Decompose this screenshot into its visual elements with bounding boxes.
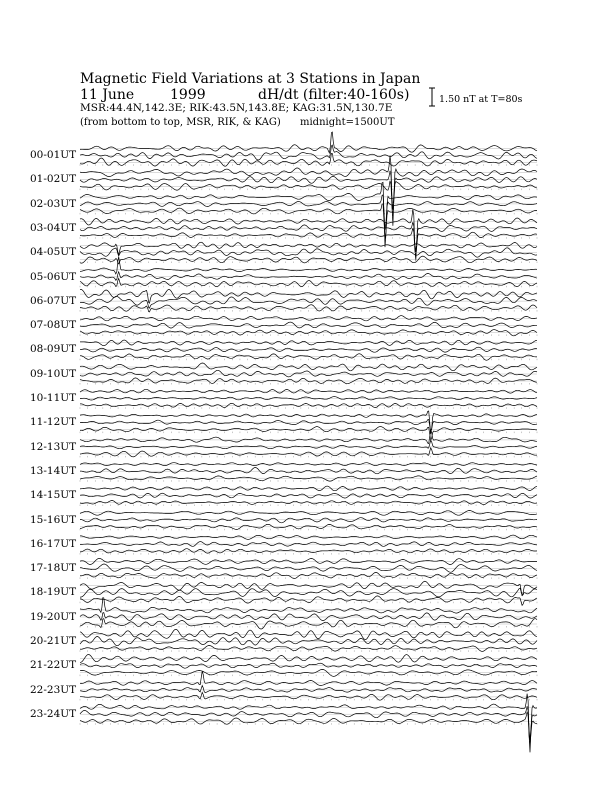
minute-ticks (80, 626, 537, 628)
hour-label: 03-04UT (30, 221, 77, 234)
hour-label: 20-21UT (30, 635, 77, 647)
trace-rik (80, 686, 537, 693)
trace-kag (80, 581, 537, 596)
hour-label: 23-24UT (30, 707, 77, 720)
minute-ticks (80, 334, 537, 336)
minute-ticks (80, 407, 537, 409)
minute-ticks (80, 529, 537, 531)
minute-ticks (80, 383, 537, 385)
minute-ticks (80, 359, 537, 361)
stations-label: MSR:44.4N,142.3E; RIK:43.5N,143.8E; KAG:31.5N,130.7E (80, 102, 393, 114)
trace-msr (80, 549, 537, 553)
trace-msr (80, 427, 537, 441)
hour-label: 09-10UT (30, 367, 77, 380)
minute-ticks (80, 213, 537, 215)
minute-ticks (80, 553, 537, 555)
trace-rik (80, 518, 537, 523)
trace-msr (80, 181, 537, 216)
hour-label: 07-08UT (30, 319, 77, 332)
year-label: 1999 (170, 87, 206, 103)
hour-label: 21-22UT (30, 659, 77, 672)
hour-label: 06-07UT (30, 294, 77, 307)
trace-kag (80, 671, 537, 685)
trace-msr (80, 448, 537, 457)
minute-ticks (80, 602, 537, 604)
hour-label: 01-02UT (30, 173, 77, 186)
hour-label: 13-14UT (30, 464, 77, 477)
trace-msr (80, 228, 537, 257)
trace-kag (80, 598, 537, 613)
trace-rik (80, 420, 537, 433)
filter-label: dH/dt (filter:40-160s) (258, 87, 410, 103)
trace-rik (80, 145, 537, 160)
trace-kag (80, 340, 537, 346)
minute-ticks (80, 456, 537, 458)
hour-label: 12-13UT (30, 440, 77, 453)
minute-ticks (80, 262, 537, 264)
hour-label: 11-12UT (30, 416, 77, 429)
trace-rik (80, 637, 537, 646)
trace-rik (80, 613, 537, 621)
minute-ticks (80, 650, 537, 652)
hour-label: 17-18UT (30, 562, 77, 575)
trace-rik (80, 222, 537, 252)
hour-label: 16-17UT (30, 537, 77, 550)
trace-kag (80, 132, 537, 153)
minute-ticks (80, 505, 537, 507)
hour-label: 18-19UT (30, 586, 77, 599)
hour-label: 02-03UT (30, 197, 77, 210)
trace-msr (80, 278, 537, 286)
minute-ticks (80, 286, 537, 288)
trace-msr (80, 712, 537, 746)
minute-ticks (80, 310, 537, 312)
trace-rik (80, 468, 537, 474)
hour-label: 00-01UT (30, 149, 77, 161)
trace-rik (80, 440, 537, 449)
hour-label: 14-15UT (30, 489, 77, 502)
scale-label: 1.50 nT at T=80s (439, 94, 523, 105)
trace-kag (80, 156, 537, 226)
minute-ticks (80, 432, 537, 434)
trace-rik (80, 370, 537, 377)
minute-ticks (80, 699, 537, 701)
order-note: (from bottom to top, MSR, RIK, & KAG) (80, 117, 281, 128)
trace-rik (80, 706, 537, 740)
hour-label: 04-05UT (30, 246, 77, 259)
trace-kag (80, 257, 537, 274)
date-label: 11 June (80, 87, 135, 103)
hour-label: 19-20UT (30, 610, 77, 623)
trace-msr (80, 378, 537, 384)
minute-ticks (80, 675, 537, 677)
trace-rik (80, 564, 537, 572)
minute-ticks (80, 237, 537, 239)
trace-kag (80, 316, 537, 321)
chart-title: Magnetic Field Variations at 3 Stations in Japan (80, 71, 421, 87)
hour-label: 08-09UT (30, 343, 77, 356)
hour-label: 10-11UT (30, 392, 77, 404)
minute-ticks (80, 189, 537, 191)
minute-ticks (80, 164, 537, 166)
trace-kag (80, 694, 537, 753)
hour-label: 05-06UT (30, 270, 77, 283)
midnight-note: midnight=1500UT (300, 117, 395, 128)
minute-ticks (80, 480, 537, 482)
hour-label: 22-23UT (30, 683, 77, 696)
minute-ticks (80, 723, 537, 725)
trace-msr (80, 596, 537, 606)
trace-rik (80, 272, 537, 281)
hour-label: 15-16UT (30, 513, 77, 526)
scale-bar (429, 88, 435, 106)
trace-kag (80, 242, 537, 255)
minute-ticks (80, 577, 537, 579)
trace-rik (80, 322, 537, 328)
